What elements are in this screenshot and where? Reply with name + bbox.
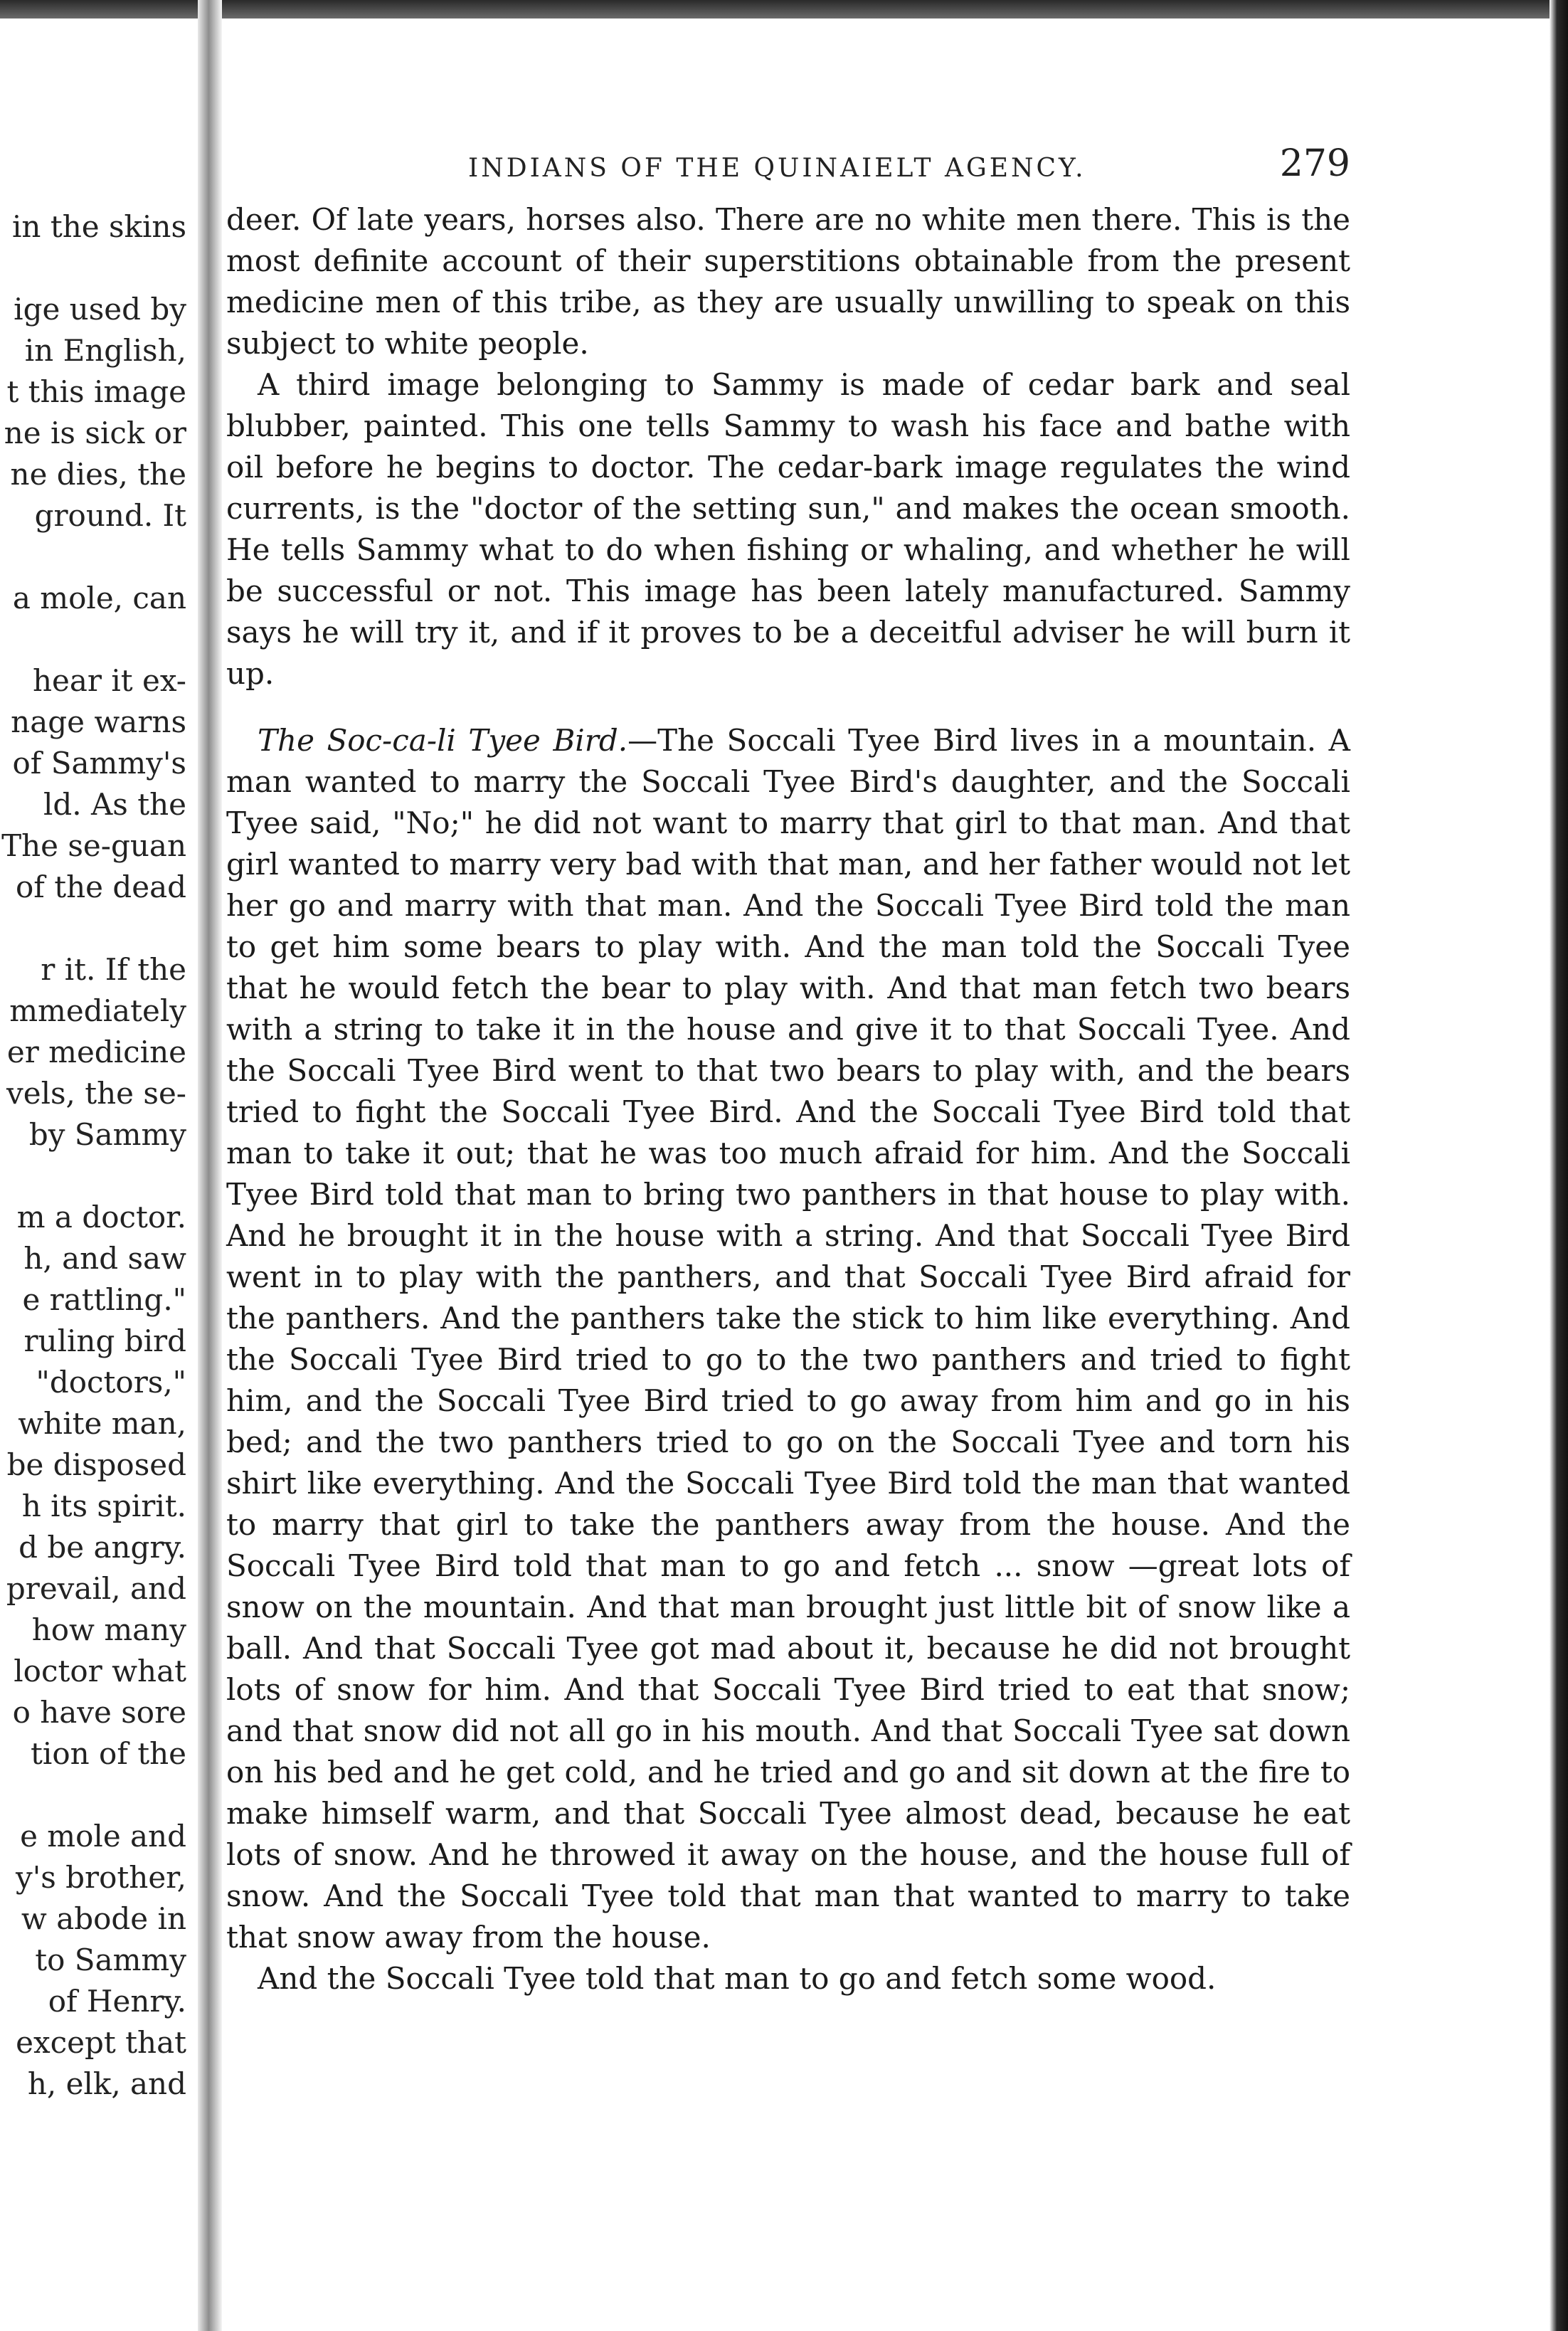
facing-page-line: how many	[31, 1612, 186, 1647]
facing-page-line: by Sammy	[28, 1117, 186, 1152]
scan-top-edge	[0, 0, 1568, 18]
facing-page-line: ld. As the	[43, 787, 186, 822]
facing-page-line: The se-guan	[1, 828, 186, 863]
running-head	[226, 142, 1350, 199]
facing-page-line: h its spirit.	[21, 1489, 186, 1523]
facing-page-line: o have sore	[12, 1695, 186, 1730]
facing-page-line: t this image	[6, 374, 186, 409]
facing-page-line: ne is sick or	[4, 416, 186, 450]
paragraph-continued: deer. Of late years, horses also. There are no white men there. This is the most definite account of their superstitions obtainable from the present medicine men of this tribe, as they are usually unwilling to speak on this subject to white people.	[226, 202, 1350, 361]
facing-page-line: ige used by	[14, 292, 186, 327]
facing-page-line: y's brother,	[15, 1860, 186, 1895]
paragraph-fetch-wood: And the Soccali Tyee told that man to go and fetch some wood.	[258, 1961, 1217, 1996]
facing-page-line: tion of the	[31, 1736, 186, 1771]
facing-page-line: mmediately	[9, 993, 186, 1028]
facing-page-line: to Sammy	[35, 1942, 186, 1977]
facing-page-line: e rattling."	[22, 1282, 186, 1317]
section-body: —The Soccali Tyee Bird lives in a mountain. A man wanted to marry the Soccali Tyee Bird's daughter, and the Soccali Tyee said, "No;" he did not want to marry that girl to that man. And that girl wanted to marry very bad with that man, and her father would not let her go and marry with that man. And the Soccali Tyee Bird told the man to get him some bears to play with. And the man told the Soccali Tyee that he would fetch the bear to play with. And that man fetch two bears with a string to take it in the house and give it to that Soccali Tyee. And the Soccali Tyee Bird went to that two bears to play with, and the bears tried to fight the Soccali Tyee Bird. And the Soccali Tyee Bird told that man to take it out; that he was too much afraid for him. And the Soccali Tyee Bird told that man to bring two panthers in that house to play with. And he brought it in the house with a string. And that Soccali Tyee Bird went in to play with the panthers, and that Soccali Tyee Bird afraid for the panthers. And the panthers take the stick to him like everything. And the Soccali Tyee Bird tried to go to the two panthers and tried to fight him, and the Soccali Tyee Bird tried to go away from him and go in his bed; and the two panthers tried to go on the Soccali Tyee and torn his shirt like everything. And the Soccali Tyee Bird told the man that wanted to marry that girl to take the panthers away from the house. And the Soccali Tyee Bird told that man to go and fetch ... snow —great lots of snow on the mountain. And that man brought just little bit of snow like a ball. And that Soccali Tyee got mad about it, because he did not brought lots of snow for him. And that Soccali Tyee Bird tried to eat that snow; and that snow did not all go in his mouth. And that Soccali Tyee sat down on his bed and he get cold, and he tried and go and sit down at the fire to make himself warm, and that Soccali Tyee almost dead, because he eat lots of snow. And he throwed it away on the house, and the house full of snow. And the Soccali Tyee told that man that wanted to marry to take that snow away from the house.	[226, 723, 1350, 1955]
paragraph-third-image: A third image belonging to Sammy is made of cedar bark and seal blubber, painted. This one tells Sammy to wash his face and bathe with oil before he begins to doctor. The cedar-bark image regulates the wind currents, is the "doctor of the setting sun," and makes the ocean smooth. He tells Sammy what to do when fishing or whaling, and whether he will be successful or not. This image has been lately manufactured. Sammy says he will try it, and if it proves to be a deceitful adviser he will burn it up.	[226, 367, 1350, 691]
facing-page-fragment	[0, 206, 194, 2199]
section-title: The Soc-ca-li Tyee Bird.	[258, 723, 628, 758]
facing-page-line: of the dead	[16, 870, 186, 904]
facing-page-line: r it. If the	[41, 952, 186, 987]
body-text	[226, 199, 1350, 1999]
scan-right-edge	[1550, 0, 1568, 2331]
facing-page-line: in English,	[24, 333, 186, 368]
facing-page-line: m a doctor.	[16, 1200, 186, 1235]
facing-page-line: ne dies, the	[10, 457, 186, 492]
facing-page-line: a mole, can	[12, 581, 186, 615]
facing-page-line: h, and saw	[23, 1241, 186, 1276]
facing-page-line: ground. It	[34, 498, 186, 533]
facing-page-line: w abode in	[21, 1901, 186, 1936]
facing-page-line: in the skins	[11, 209, 186, 244]
facing-page-line: "doctors,"	[36, 1365, 186, 1400]
facing-page-line: except that	[16, 2025, 186, 2060]
facing-page-line: white man,	[18, 1406, 186, 1441]
page-main	[226, 142, 1350, 1999]
facing-page-line: loctor what	[14, 1654, 186, 1688]
facing-page-line: be disposed	[6, 1447, 186, 1482]
facing-page-line: ruling bird	[23, 1323, 186, 1358]
running-title: INDIANS OF THE QUINAIELT AGENCY.	[468, 154, 1086, 183]
facing-page-line: of Henry.	[48, 1984, 186, 2019]
facing-page-line: d be angry.	[18, 1530, 186, 1565]
facing-page-line: vels, the se-	[6, 1076, 186, 1111]
facing-page-line: of Sammy's	[12, 746, 186, 781]
facing-page-line: er medicine	[6, 1035, 186, 1069]
facing-page-line: h, elk, and	[27, 2066, 186, 2101]
paragraph-soccali-tyee-bird	[226, 720, 1350, 1958]
page-number: 279	[1279, 142, 1350, 185]
book-gutter	[198, 0, 222, 2331]
facing-page-line: prevail, and	[6, 1571, 186, 1606]
facing-page-line: e mole and	[20, 1819, 186, 1854]
facing-page-line: hear it ex-	[32, 663, 186, 698]
facing-page-line: nage warns	[11, 704, 186, 739]
